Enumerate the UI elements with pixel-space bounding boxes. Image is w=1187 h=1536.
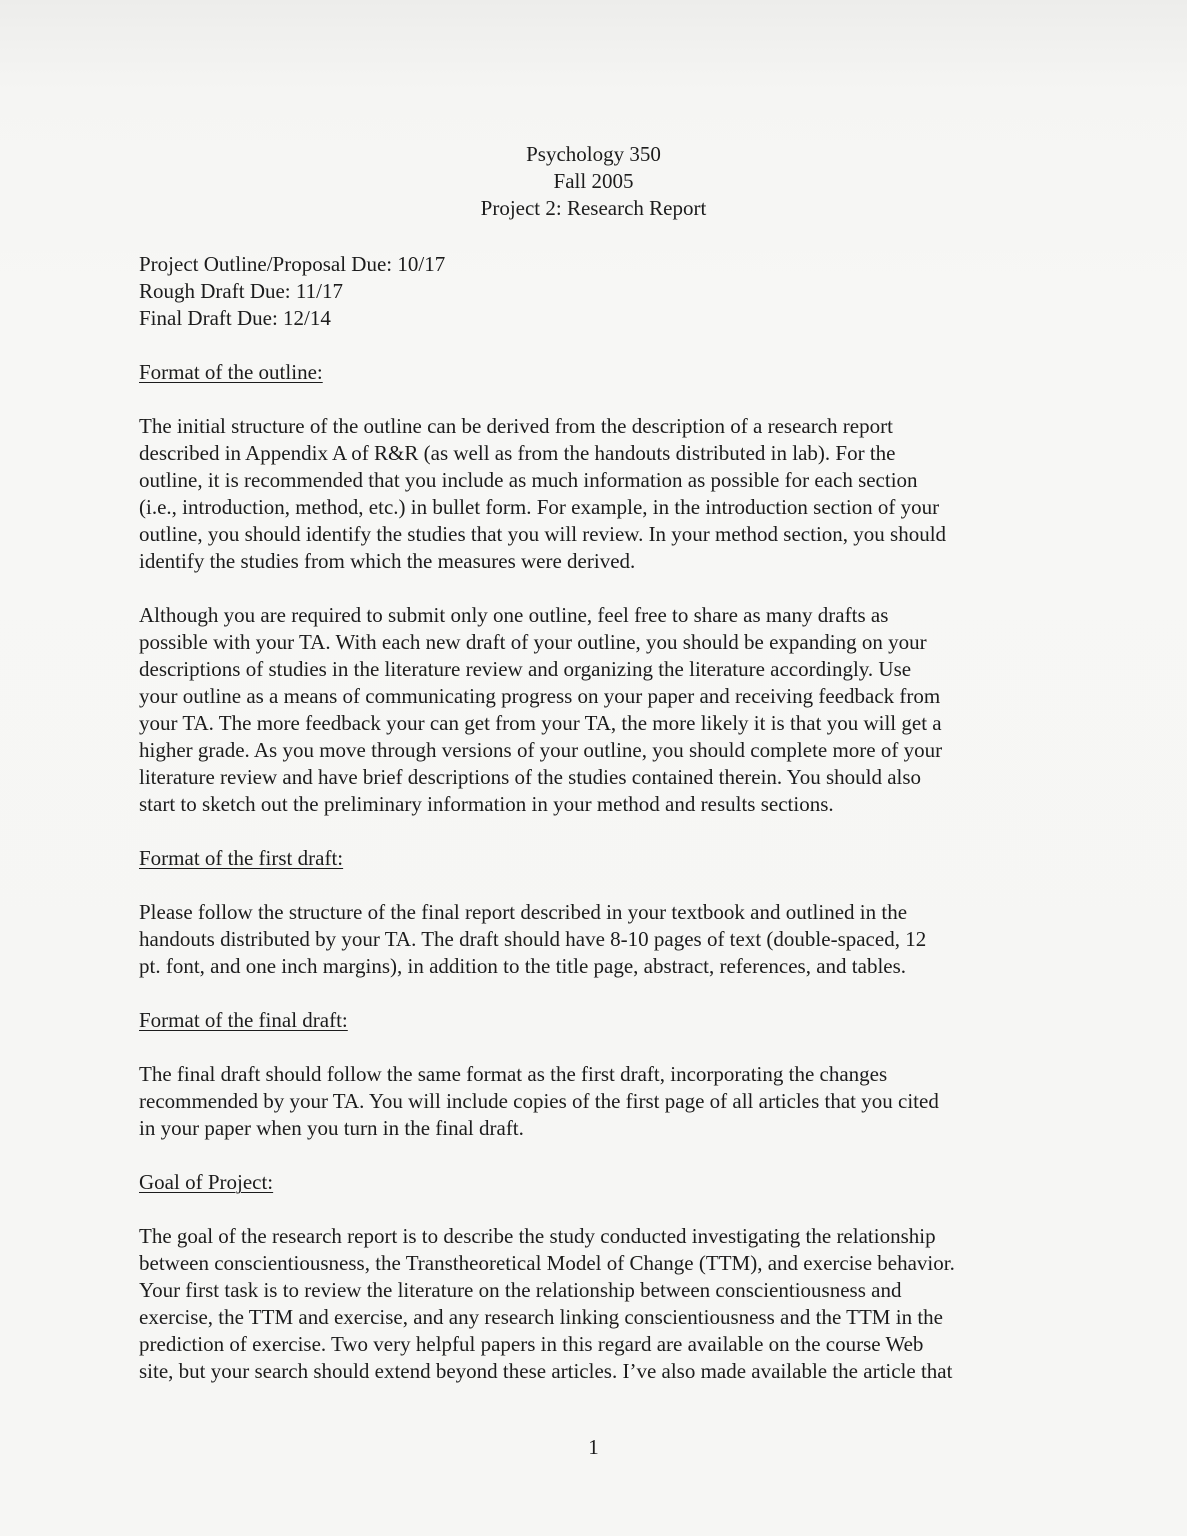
- paragraph-line: Although you are required to submit only one outline, feel free to share as many drafts as: [139, 603, 889, 627]
- paragraph-line: higher grade. As you move through versions of your outline, you should complete more of your: [139, 738, 943, 762]
- outline-heading: Format of the outline:: [139, 360, 323, 384]
- paragraph-line: described in Appendix A of R&R (as well as from the handouts distributed in lab). For the: [139, 441, 896, 465]
- paragraph-line: The initial structure of the outline can be derived from the description of a research report: [139, 414, 893, 438]
- term-label: Fall 2005: [553, 169, 634, 193]
- final-draft-heading: Format of the final draft:: [139, 1008, 348, 1032]
- paragraph-line: Your first task is to review the literature on the relationship between conscientiousness and: [139, 1278, 902, 1302]
- paragraph-line: literature review and have brief descriptions of the studies contained therein. You should also: [139, 765, 922, 789]
- final-draft-due-date: Final Draft Due: 12/14: [139, 306, 331, 330]
- course-title: Psychology 350: [526, 142, 661, 166]
- outline-paragraph-2: [139, 602, 1054, 818]
- paragraph-line: start to sketch out the preliminary information in your method and results sections.: [139, 792, 834, 816]
- project-title: Project 2: Research Report: [480, 196, 707, 220]
- rough-draft-due-date: Rough Draft Due: 11/17: [139, 279, 343, 303]
- paragraph-line: descriptions of studies in the literature review and organizing the literature accordingly. Use: [139, 657, 912, 681]
- paragraph-line: site, but your search should extend beyond these articles. I’ve also made available the article that: [139, 1359, 953, 1383]
- paragraph-line: identify the studies from which the measures were derived.: [139, 549, 636, 573]
- paragraph-line: The final draft should follow the same format as the first draft, incorporating the changes: [139, 1062, 888, 1086]
- outline-paragraph-1: [139, 413, 1054, 575]
- paragraph-line: outline, it is recommended that you include as much information as possible for each section: [139, 468, 918, 492]
- paragraph-line: your TA. The more feedback your can get from your TA, the more likely it is that you will get a: [139, 711, 942, 735]
- goal-heading: Goal of Project:: [139, 1170, 274, 1194]
- paragraph-line: outline, you should identify the studies that you will review. In your method section, you should: [139, 522, 947, 546]
- document-header: [0, 141, 1187, 222]
- paragraph-line: in your paper when you turn in the final draft.: [139, 1116, 524, 1140]
- paragraph-line: The goal of the research report is to describe the study conducted investigating the relationship: [139, 1224, 936, 1248]
- first-draft-heading: Format of the first draft:: [139, 846, 344, 870]
- paragraph-line: between conscientiousness, the Transtheoretical Model of Change (TTM), and exercise behavior.: [139, 1251, 955, 1275]
- due-dates-block: [139, 251, 1054, 332]
- final-draft-paragraph: [139, 1061, 1054, 1142]
- paragraph-line: possible with your TA. With each new draft of your outline, you should be expanding on your: [139, 630, 927, 654]
- paragraph-line: recommended by your TA. You will include copies of the first page of all articles that you cited: [139, 1089, 939, 1113]
- document-body: [139, 251, 1054, 1385]
- paragraph-line: (i.e., introduction, method, etc.) in bullet form. For example, in the introduction section of your: [139, 495, 940, 519]
- paragraph-line: your outline as a means of communicating progress on your paper and receiving feedback from: [139, 684, 941, 708]
- page-number: 1: [588, 1435, 599, 1459]
- paragraph-line: exercise, the TTM and exercise, and any research linking conscientiousness and the TTM in the: [139, 1305, 943, 1329]
- paragraph-line: handouts distributed by your TA. The draft should have 8-10 pages of text (double-spaced, 12: [139, 927, 927, 951]
- paragraph-line: prediction of exercise. Two very helpful papers in this regard are available on the course Web: [139, 1332, 924, 1356]
- paragraph-line: pt. font, and one inch margins), in addition to the title page, abstract, references, and tables.: [139, 954, 907, 978]
- first-draft-paragraph: [139, 899, 1054, 980]
- outline-due-date: Project Outline/Proposal Due: 10/17: [139, 252, 446, 276]
- paragraph-line: Please follow the structure of the final report described in your textbook and outlined in the: [139, 900, 908, 924]
- goal-paragraph: [139, 1223, 1054, 1385]
